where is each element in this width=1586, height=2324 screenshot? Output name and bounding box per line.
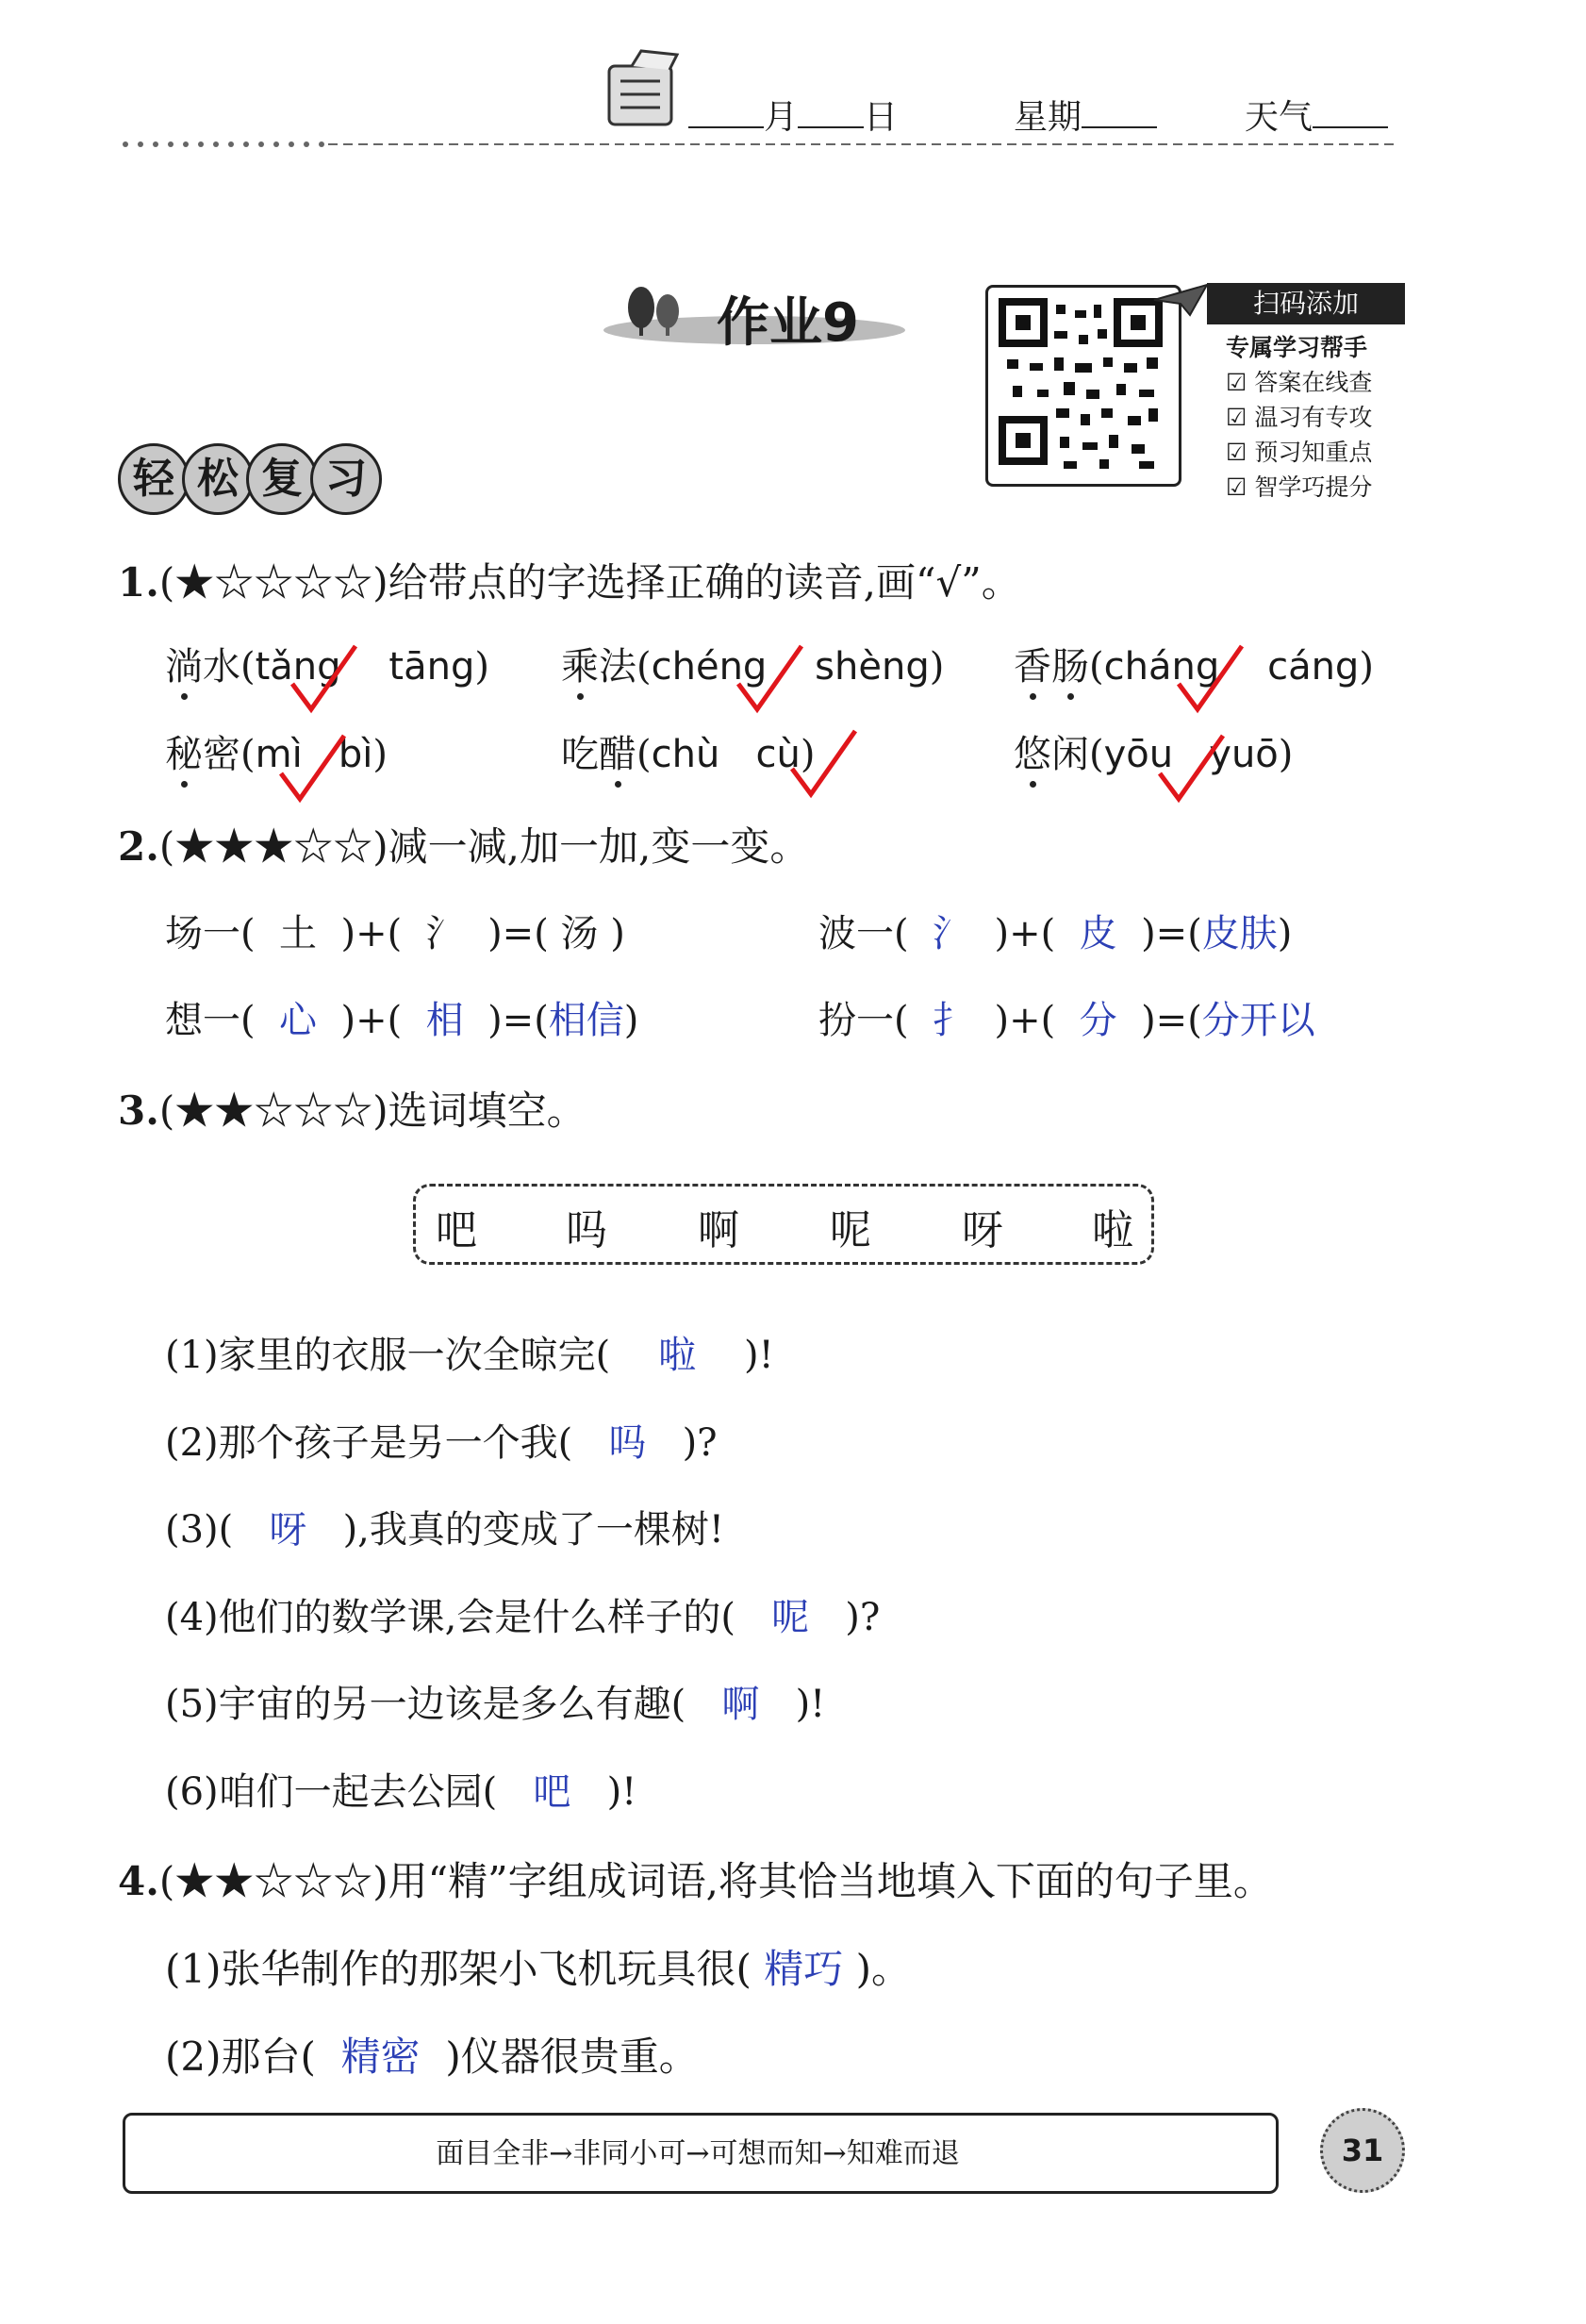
fill-sentence [165, 1762, 636, 1816]
header-icon [603, 47, 684, 132]
question-text: 减一减,加一加,变一变。 [388, 823, 810, 870]
word-bank-item: 呀 [962, 1206, 1003, 1254]
difficulty-stars: (★★★☆☆) [158, 823, 388, 870]
pinyin-item: 吃醋(chù cù) [561, 724, 815, 778]
pinyin-option[interactable]: cháng [1103, 645, 1220, 689]
char: 水 [203, 645, 240, 689]
char: 香 [1014, 637, 1051, 690]
answer-blank[interactable]: 啊 [721, 1683, 760, 1726]
sentence-text: )! [795, 1683, 826, 1726]
fill-sentence [165, 1325, 774, 1379]
tree-icon [622, 281, 698, 341]
pinyin-item: 秘密(mì bì) [165, 724, 388, 778]
badge-char: 松 [182, 443, 254, 515]
day-label: 日 [864, 98, 899, 137]
idiom-chain: 面目全非→非同小可→可想而知→知难而退 [436, 2137, 960, 2170]
answer-blank[interactable]: 氵 [933, 912, 971, 955]
fill-sentence [165, 2026, 699, 2083]
qr-benefits [1226, 330, 1372, 505]
pinyin-item: 淌水(tǎng tāng) [165, 637, 489, 690]
char-equation: 场一( 土 )+( 氵 )=( 汤 ) [165, 912, 625, 955]
dotted-char: 秘 [165, 724, 203, 778]
header-divider [123, 141, 1396, 147]
question-1 [118, 552, 1021, 608]
base-char: 波 [818, 912, 856, 955]
answer-blank[interactable]: 相信 [548, 999, 624, 1042]
question-number: 4. [118, 1858, 159, 1904]
base-char: 扮 [818, 999, 856, 1042]
checkbox-icon: ☑ [1226, 404, 1247, 431]
answer-blank[interactable]: 皮 [1079, 912, 1117, 955]
answer-blank[interactable]: 氵 [425, 912, 464, 955]
word-bank [413, 1184, 1154, 1265]
question-number: 1. [118, 559, 159, 606]
qr-item-text: 答案在线查 [1254, 369, 1373, 396]
qr-item-text: 温习有专攻 [1254, 404, 1373, 431]
dotted-char: 醋 [599, 724, 636, 778]
badge-char: 习 [310, 443, 382, 515]
pinyin-option[interactable]: tǎng [255, 645, 341, 689]
char-equation: 想一( 心 )+( 相 )=(相信) [165, 999, 639, 1042]
answer-blank[interactable]: 汤 [560, 912, 599, 955]
answer-blank[interactable]: 扌 [933, 999, 971, 1042]
sentence-text: (6)咱们一起去公园( [165, 1770, 498, 1814]
word-bank-item: 呢 [830, 1206, 871, 1254]
pinyin-item: 悠闲(yōu yuō) [1014, 724, 1293, 778]
sentence-text: )! [606, 1770, 637, 1814]
question-4 [118, 1851, 1273, 1907]
pinyin-option[interactable]: yōu [1103, 733, 1174, 776]
qr-item [1226, 400, 1372, 435]
char: 密 [203, 733, 240, 776]
dotted-char: 肠 [1051, 637, 1089, 690]
page-number: 31 [1320, 2108, 1405, 2193]
qr-item [1226, 365, 1372, 400]
word-bank-item: 吗 [566, 1206, 607, 1254]
answer-blank[interactable]: 相 [425, 999, 464, 1042]
pinyin-option[interactable]: chù [651, 733, 720, 776]
fill-sentence [165, 1587, 880, 1641]
word-bank-item: 吧 [436, 1206, 477, 1254]
sentence-text: (1)家里的衣服一次全晾完( [165, 1334, 611, 1377]
question-number: 2. [118, 823, 159, 870]
pinyin-item: 香肠(cháng cáng) [1014, 637, 1374, 690]
dotted-char: 乘 [561, 637, 599, 690]
fill-sentence [165, 1500, 724, 1553]
answer-blank[interactable]: 分 [1079, 999, 1117, 1042]
sentence-text: )仪器很贵重。 [445, 2034, 699, 2080]
pinyin-item: 乘法(chéng shèng) [561, 637, 944, 690]
weekday-label: 星期 [1014, 98, 1082, 137]
checkbox-icon: ☑ [1226, 369, 1247, 396]
check-mark-icon [276, 731, 352, 806]
qr-item-text: 智学巧提分 [1254, 473, 1373, 501]
sentence-text: )! [743, 1334, 774, 1377]
date-line [688, 91, 898, 139]
difficulty-stars: (★★☆☆☆) [158, 1087, 388, 1134]
sentence-text: (5)宇宙的另一边该是多么有趣( [165, 1683, 686, 1726]
qr-tag-text: 扫码添加 [1252, 288, 1359, 319]
answer-blank[interactable]: 心 [279, 999, 318, 1042]
sentence-text: )? [682, 1421, 718, 1465]
checkbox-icon: ☑ [1226, 439, 1247, 466]
sentence-text: ),我真的变成了一棵树! [342, 1508, 724, 1552]
question-text: 给带点的字选择正确的读音,画“√”。 [388, 559, 1021, 606]
difficulty-stars: (★☆☆☆☆) [158, 559, 388, 606]
pinyin-option[interactable]: cáng [1267, 645, 1360, 689]
answer-blank[interactable]: 分开以 [1201, 999, 1315, 1042]
dotted-char: 淌 [165, 637, 203, 690]
page-title: 作业9 [717, 292, 859, 354]
word-bank-item: 啦 [1092, 1206, 1133, 1254]
answer-blank[interactable]: 吗 [608, 1421, 647, 1465]
pinyin-option[interactable]: mì [255, 733, 303, 776]
badge-char: 复 [246, 443, 318, 515]
month-label: 月 [764, 98, 799, 137]
sentence-text: )? [845, 1596, 881, 1639]
qr-item [1226, 435, 1372, 470]
base-char: 场 [165, 912, 203, 955]
weather-field [1245, 91, 1388, 139]
word-bank-item: 啊 [698, 1206, 739, 1254]
weekday-field [1014, 91, 1157, 139]
sentence-text: (2)那个孩子是另一个我( [165, 1421, 573, 1465]
badge-char: 轻 [118, 443, 190, 515]
qr-subtitle: 专属学习帮手 [1226, 334, 1368, 361]
question-3 [118, 1080, 586, 1137]
answer-blank[interactable]: 呢 [771, 1596, 810, 1639]
check-mark-icon [734, 641, 809, 717]
pinyin-option[interactable]: yuō [1209, 733, 1279, 776]
char: 吃 [561, 733, 599, 776]
question-text: 选词填空。 [388, 1087, 586, 1134]
question-2 [118, 816, 809, 872]
difficulty-stars: (★★☆☆☆) [158, 1858, 388, 1904]
char: 法 [599, 645, 636, 689]
answer-blank[interactable]: 啦 [658, 1334, 697, 1377]
qr-item [1226, 470, 1372, 505]
qr-item-text: 预习知重点 [1254, 439, 1373, 466]
sentence-text: (3)( [165, 1508, 234, 1552]
pinyin-option[interactable]: chéng [651, 645, 768, 689]
answer-blank[interactable]: 呀 [269, 1508, 307, 1552]
fill-sentence [165, 1674, 825, 1728]
pinyin-option[interactable]: cù [755, 733, 801, 776]
sentence-text: (4)他们的数学课,会是什么样子的( [165, 1596, 735, 1639]
qr-tag [1207, 283, 1405, 324]
pinyin-option[interactable]: tāng [388, 645, 475, 689]
char-equation: 扮一( 扌 )+( 分 )=(分开以 [818, 999, 1315, 1042]
char-equation: 波一( 氵 )+( 皮 )=(皮肤) [818, 912, 1293, 955]
answer-blank[interactable]: 吧 [533, 1770, 571, 1814]
sentence-text: )。 [855, 1946, 912, 1992]
sentence-text: (1)张华制作的那架小飞机玩具很( [165, 1946, 752, 1992]
question-text: 用“精”字组成词语,将其恰当地填入下面的句子里。 [388, 1858, 1273, 1904]
section-badge [118, 443, 374, 513]
check-mark-icon [1155, 731, 1231, 806]
answer-blank[interactable]: 土 [279, 912, 318, 955]
answer-blank[interactable]: 精巧 [764, 1946, 844, 1992]
pinyin-option[interactable]: shèng [815, 645, 930, 689]
char: 闲 [1051, 733, 1089, 776]
check-mark-icon [787, 726, 863, 802]
fill-sentence [165, 1413, 718, 1467]
dotted-char: 悠 [1014, 724, 1051, 778]
check-mark-icon [1174, 641, 1249, 717]
weather-label: 天气 [1245, 98, 1313, 137]
base-char: 想 [165, 999, 203, 1042]
paper-plane-icon [1152, 281, 1209, 323]
check-mark-icon [288, 641, 363, 717]
fill-sentence [165, 1938, 911, 1995]
sentence-text: (2)那台( [165, 2034, 316, 2080]
pinyin-option[interactable]: bì [338, 733, 373, 776]
checkbox-icon: ☑ [1226, 473, 1247, 501]
answer-blank[interactable]: 精密 [340, 2034, 421, 2080]
answer-blank[interactable]: 皮肤 [1201, 912, 1278, 955]
question-number: 3. [118, 1087, 159, 1134]
